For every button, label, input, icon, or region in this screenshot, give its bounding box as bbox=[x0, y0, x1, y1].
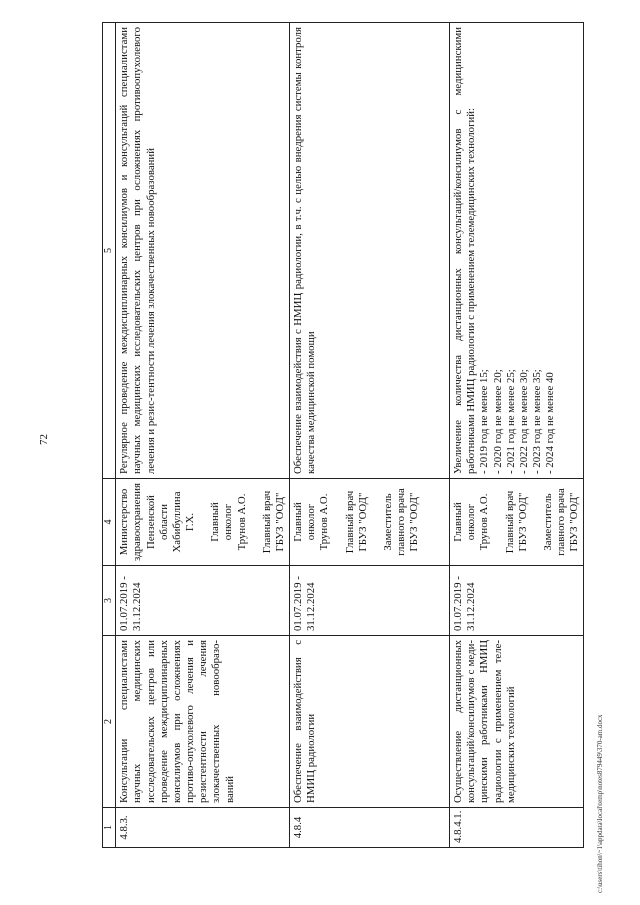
responsible-line: ГБУЗ "ООД" bbox=[568, 492, 581, 552]
responsible-line: здравоохранения bbox=[131, 483, 144, 561]
result-line: Обеспечение взаимодействия с НМИЦ радиологии, в т.ч. с целью внедрения системы контроля качества медицинской помощи bbox=[292, 27, 318, 474]
row-number: 4.8.4.1. bbox=[450, 808, 584, 848]
period-cell: 01.07.2019 - 31.12.2024 bbox=[116, 566, 290, 636]
period-cell: 01.07.2019 - 31.12.2024 bbox=[290, 566, 450, 636]
row-number: 4.8.3. bbox=[116, 808, 290, 848]
responsible-line: Главный онколог bbox=[292, 502, 318, 542]
table-header-row bbox=[103, 23, 116, 848]
responsible-line: ГБУЗ "ООД" bbox=[356, 492, 369, 552]
responsible-line: Трунов А.О. bbox=[318, 493, 331, 551]
responsible-cell bbox=[116, 479, 290, 566]
result-cell bbox=[116, 23, 290, 479]
plan-table bbox=[102, 22, 584, 848]
activity-cell: Обеспечение взаимодействия с НМИЦ радиологии bbox=[290, 636, 450, 808]
responsible-line: Главный онколог bbox=[209, 502, 235, 542]
result-line: - 2023 год не менее 35; bbox=[531, 369, 544, 474]
plan-table-container bbox=[102, 23, 580, 848]
header-cell: 5 bbox=[103, 23, 116, 479]
header-cell: 2 bbox=[103, 636, 116, 808]
header-cell: 3 bbox=[103, 566, 116, 636]
result-line: - 2020 год не менее 20; bbox=[491, 369, 504, 474]
table-row bbox=[450, 23, 584, 848]
responsible-line: Главный врач bbox=[343, 490, 356, 554]
activity-cell: Осуществление дистанционных консультаций/консилиумов с меди-цинскими работниками НМИЦ радиологии с применением теле-медицинских технологий bbox=[450, 636, 584, 808]
table-row bbox=[290, 23, 450, 848]
responsible-line: ГБУЗ "ООД" bbox=[516, 492, 529, 552]
result-line: - 2022 год не менее 30; bbox=[517, 369, 530, 474]
responsible-line: Трунов А.О. bbox=[478, 493, 491, 551]
responsible-line: Хабибуллина Г.Х. bbox=[170, 491, 197, 553]
responsible-line: главного врача bbox=[555, 488, 568, 556]
responsible-line: Пензенской области bbox=[144, 495, 170, 549]
header-cell: 4 bbox=[103, 479, 116, 566]
responsible-line: Главный онколог bbox=[452, 502, 478, 542]
responsible-line: Заместитель bbox=[541, 493, 554, 551]
responsible-line: Главный врач bbox=[260, 490, 273, 554]
period-cell: 01.07.2019 - 31.12.2024 bbox=[450, 566, 584, 636]
result-line: - 2019 год не менее 15; bbox=[478, 369, 491, 474]
result-line: - 2024 год не менее 40 bbox=[544, 372, 557, 474]
responsible-line: Министерство bbox=[118, 488, 131, 556]
result-cell bbox=[450, 23, 584, 479]
footer-file-path: c:\users\tihon\~1\appdata\local\temp\notes879449\370-am.docx bbox=[596, 714, 604, 893]
responsible-cell bbox=[290, 479, 450, 566]
result-line: - 2021 год не менее 25; bbox=[504, 369, 517, 474]
responsible-line: Заместитель bbox=[381, 493, 394, 551]
header-cell: 1 bbox=[103, 808, 116, 848]
responsible-line: ГБУЗ "ООД" bbox=[408, 492, 421, 552]
table-row bbox=[116, 23, 290, 848]
page-number: 72 bbox=[38, 434, 50, 445]
result-line: Регулярное проведение междисциплинарных консилиумов и консультаций специалистами научных медицинских исследовательских центров при осложнениях противоопухолевого лечения и резис-тентности лечения злокачественных новообразований bbox=[118, 27, 157, 474]
responsible-cell bbox=[450, 479, 584, 566]
responsible-line: главного врача bbox=[395, 488, 408, 556]
activity-cell: Консультации специалистами научных медицинских исследовательских центров или проведение междисциплинарных консилиумов при осложнениях противо-опухолевого лечения и резистентности лечения злокачественных новообразо-ваний bbox=[116, 636, 290, 808]
row-number: 4.8.4 bbox=[290, 808, 450, 848]
result-cell bbox=[290, 23, 450, 479]
responsible-line: Трунов А.О. bbox=[235, 493, 248, 551]
responsible-line: ГБУЗ "ООД" bbox=[273, 492, 286, 552]
responsible-line: Главный врач bbox=[503, 490, 516, 554]
result-line: Увеличение количества дистанционных консультаций/консилиумов с медицинскими работниками НМИЦ радиологии с применением телемедицинских технологий: bbox=[452, 27, 478, 474]
